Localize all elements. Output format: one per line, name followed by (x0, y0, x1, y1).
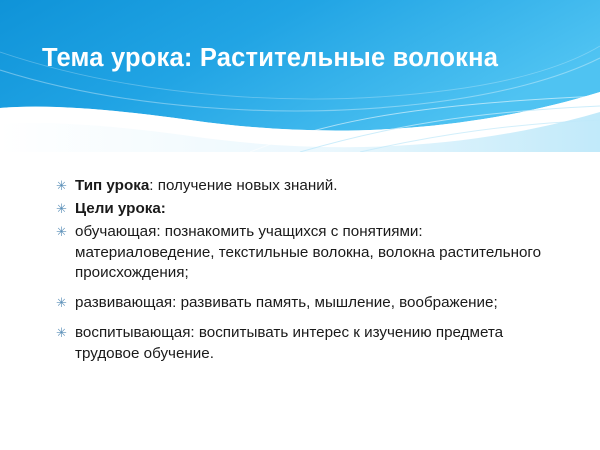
asterisk-bullet-icon: ✳ (56, 325, 67, 341)
list-item-text (75, 223, 541, 280)
asterisk-bullet-icon: ✳ (56, 295, 67, 311)
list-item-text (75, 200, 166, 217)
list-item (56, 293, 556, 313)
list-item-text (75, 294, 498, 311)
content-body (56, 176, 556, 367)
list-item-rest: воспитывающая: воспитывать интерес к изучению предмета трудовое обучение. (75, 324, 504, 362)
list-item-text (75, 177, 337, 194)
list-item (56, 176, 556, 196)
bullet-list (56, 176, 556, 364)
list-item-rest: развивающая: развивать память, мышление, воображение; (75, 294, 498, 312)
list-item (56, 222, 556, 283)
asterisk-bullet-icon: ✳ (56, 201, 67, 217)
page-title: Тема урока: Растительные волокна (42, 44, 499, 72)
list-item (56, 323, 556, 363)
list-item (56, 199, 556, 219)
title-banner (0, 0, 600, 152)
asterisk-bullet-icon: ✳ (56, 178, 67, 193)
list-item-lead: Тип урока (75, 177, 150, 194)
list-item-rest: обучающая: познакомить учащихся с понятиями: материаловедение, текстильные волокна, волокна растительного происхождения; (75, 223, 542, 281)
list-item-lead: Цели урока: (75, 200, 166, 218)
asterisk-bullet-icon: ✳ (56, 224, 67, 240)
list-item-text (75, 324, 503, 361)
list-item-rest: : получение новых знаний. (149, 177, 338, 194)
